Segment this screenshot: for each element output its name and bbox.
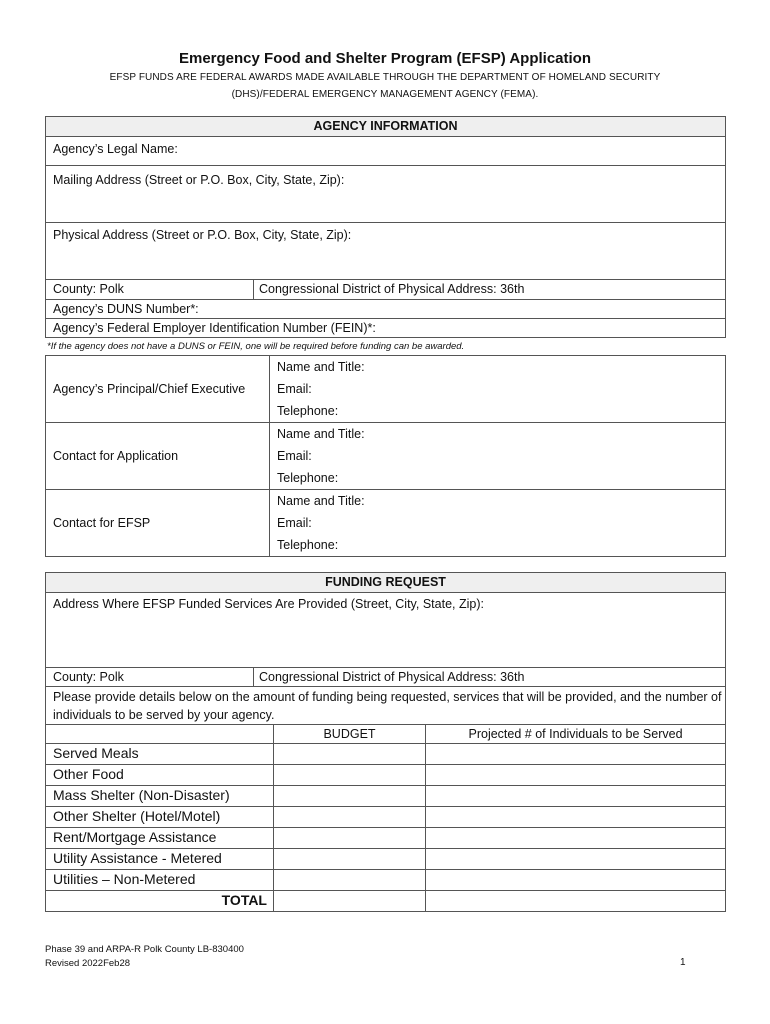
duns-field[interactable]: Agency’s DUNS Number*: [46,300,726,319]
projected-input[interactable] [426,786,726,807]
footer-info [45,943,244,971]
budget-input[interactable] [274,744,426,765]
telephone-field[interactable]: Telephone: [277,538,339,552]
budget-input[interactable] [274,849,426,870]
total-label: TOTAL [46,891,274,912]
budget-input[interactable] [274,786,426,807]
application-contact[interactable] [270,423,726,490]
page-number: 1 [680,957,686,968]
principal-executive-label: Agency’s Principal/Chief Executive [46,356,270,423]
legal-name-field[interactable]: Agency’s Legal Name: [46,137,726,166]
service-row-label: Rent/Mortgage Assistance [46,828,274,849]
footer-revised: Revised 2022Feb28 [45,958,131,969]
name-title-field[interactable]: Name and Title: [277,360,365,374]
efsp-contact[interactable] [270,490,726,557]
service-address-field[interactable]: Address Where EFSP Funded Services Are Provided (Street, City, State, Zip): [46,593,726,668]
duns-fein-note: *If the agency does not have a DUNS or FEIN, one will be required before funding can be awarded. [47,341,465,352]
funding-request-table [45,572,726,912]
footer-phase: Phase 39 and ARPA-R Polk County LB-830400 [45,944,244,955]
page-title: Emergency Food and Shelter Program (EFSP) Application [178,50,591,67]
mailing-address-field[interactable]: Mailing Address (Street or P.O. Box, City, State, Zip): [46,166,726,223]
email-field[interactable]: Email: [277,516,312,530]
physical-address-field[interactable]: Physical Address (Street or P.O. Box, City, State, Zip): [46,223,726,280]
projected-input[interactable] [426,744,726,765]
total-projected-input[interactable] [426,891,726,912]
funding-request-header: FUNDING REQUEST [46,573,726,593]
name-title-field[interactable]: Name and Title: [277,427,365,441]
projected-input[interactable] [426,765,726,786]
service-row-label: Other Shelter (Hotel/Motel) [46,807,274,828]
telephone-field[interactable]: Telephone: [277,404,339,418]
email-field[interactable]: Email: [277,449,312,463]
projected-input[interactable] [426,807,726,828]
efsp-contact-label: Contact for EFSP [46,490,270,557]
application-contact-label: Contact for Application [46,423,270,490]
county-field[interactable]: County: Polk [46,668,254,687]
service-row-label: Mass Shelter (Non-Disaster) [46,786,274,807]
county-field[interactable]: County: Polk [46,280,254,300]
page-subtitle: EFSP FUNDS ARE FEDERAL AWARDS MADE AVAILABLE THROUGH THE DEPARTMENT OF HOMELAND SECURITY (DHS)/FEDERAL EMERGENCY MANAGEMENT AGENCY (FEMA). [109,72,661,100]
congressional-district-field[interactable]: Congressional District of Physical Address: 36th [254,280,726,300]
funding-instructions: Please provide details below on the amount of funding being requested, services that will be provided, and the number of individuals to be served by your agency. [46,687,726,725]
projected-input[interactable] [426,870,726,891]
budget-column-header: BUDGET [274,725,426,744]
email-field[interactable]: Email: [277,382,312,396]
name-title-field[interactable]: Name and Title: [277,494,365,508]
total-budget-input[interactable] [274,891,426,912]
service-row-label: Other Food [46,765,274,786]
telephone-field[interactable]: Telephone: [277,471,339,485]
budget-input[interactable] [274,765,426,786]
contacts-table [45,355,726,557]
service-row-label: Utilities – Non-Metered [46,870,274,891]
blank-header-cell [46,725,274,744]
projected-input[interactable] [426,828,726,849]
agency-info-table [45,116,726,338]
service-row-label: Utility Assistance - Metered [46,849,274,870]
service-row-label: Served Meals [46,744,274,765]
fein-field[interactable]: Agency’s Federal Employer Identification Number (FEIN)*: [46,319,726,338]
projected-column-header: Projected # of Individuals to be Served [426,725,726,744]
budget-input[interactable] [274,870,426,891]
agency-info-header: AGENCY INFORMATION [46,117,726,137]
principal-executive-contact[interactable] [270,356,726,423]
budget-input[interactable] [274,807,426,828]
budget-input[interactable] [274,828,426,849]
congressional-district-field[interactable]: Congressional District of Physical Address: 36th [254,668,726,687]
projected-input[interactable] [426,849,726,870]
